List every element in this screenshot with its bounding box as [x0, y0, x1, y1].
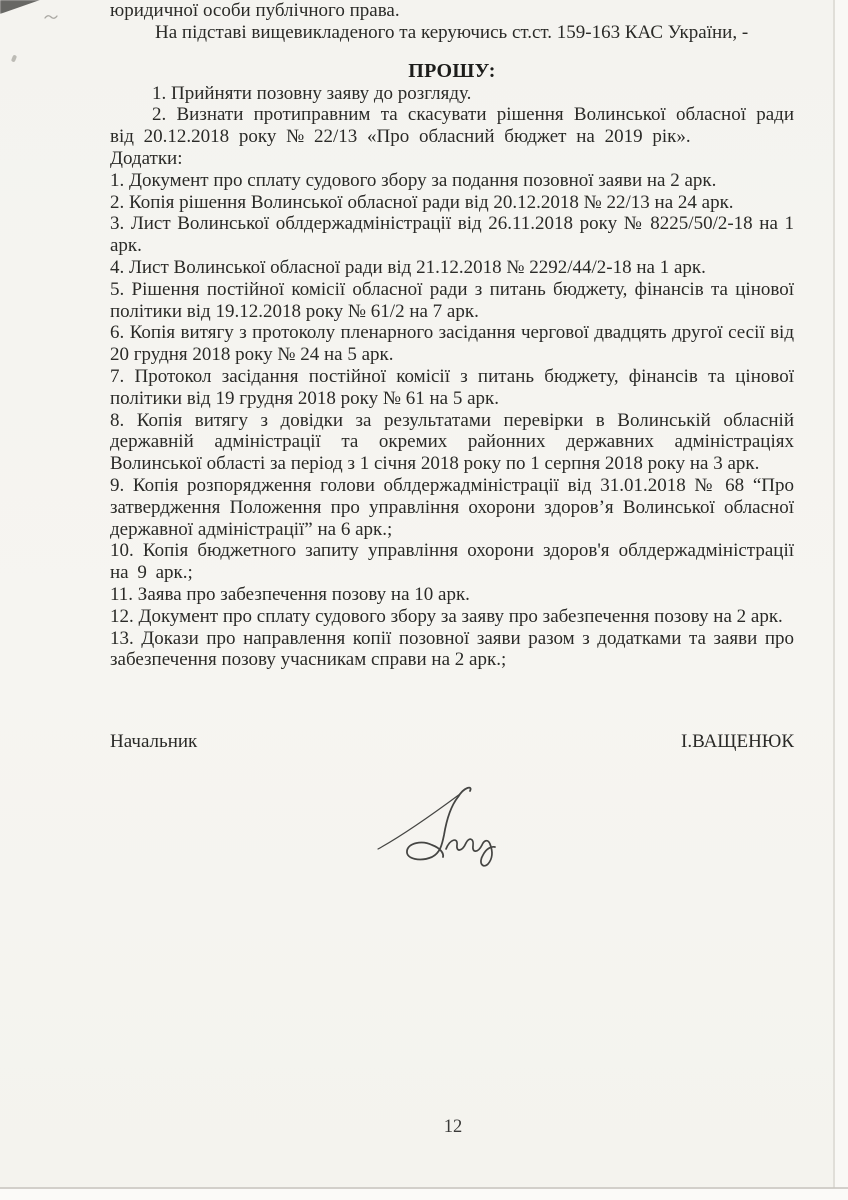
- document-body: [110, 0, 794, 753]
- pen-tick-mark: [44, 13, 58, 21]
- attachment-item-3: 3. Лист Волинської облдержадміністрації від 26.11.2018 року № 8225/50/2-18 на 1 арк.: [110, 213, 794, 257]
- attachment-item-6: 6. Копія витягу з протоколу пленарного засідання чергової двадцять другої сесії від 20 грудня 2018 року № 24 на 5 арк.: [110, 322, 794, 366]
- attachments-label: Додатки:: [110, 147, 183, 169]
- attachment-item-5: 5. Рішення постійної комісії обласної ради з питань бюджету, фінансів та цінової політики від 19.12.2018 року № 61/2 на 7 арк.: [110, 278, 794, 322]
- attachment-item-12: 12. Документ про сплату судового збору за заяву про забезпечення позову на 2 арк.: [110, 605, 783, 627]
- attachment-item-4: 4. Лист Волинської обласної ради від 21.12.2018 № 2292/44/2-18 на 1 арк.: [110, 256, 706, 278]
- scan-right-edge-line: [833, 0, 835, 1188]
- signer-name: І.ВАЩЕНЮК: [681, 731, 794, 753]
- request-item-1: 1. Прийняти позовну заяву до розгляду.: [152, 82, 472, 104]
- scan-bottom-edge: [0, 1189, 848, 1200]
- page-number: 12: [443, 1117, 463, 1137]
- signer-position: Начальник: [110, 731, 198, 753]
- legal-basis-paragraph: На підставі вищевикладеного та керуючись ст.ст. 159-163 КАС України, -: [155, 21, 749, 43]
- plea-heading: ПРОШУ:: [408, 59, 496, 82]
- attachment-item-7: 7. Протокол засідання постійної комісії з питань бюджету, фінансів та цінової політики від 19 грудня 2018 року № 61 на 5 арк.: [110, 365, 794, 409]
- request-item-2: 2. Визнати протиправним та скасувати рішення Волинської обласної ради від 20.12.2018 року № 22/13 «Про обласний бюджет на 2019 рік».: [110, 104, 794, 148]
- scan-smudge-mark: [11, 55, 17, 63]
- scan-right-edge: [835, 0, 848, 1188]
- attachment-item-2: 2. Копія рішення Волинської обласної ради від 20.12.2018 № 22/13 на 24 арк.: [110, 191, 734, 213]
- signature-row: [110, 731, 794, 753]
- scan-corner-artifact: [0, 0, 40, 14]
- attachment-item-11: 11. Заява про забезпечення позову на 10 арк.: [110, 583, 470, 605]
- attachment-item-9: 9. Копія розпорядження голови облдержадміністрації від 31.01.2018 № 68 “Про затвердження Положення про управління охорони здоров’я Волинської обласної державної адміністрації” на 6 арк.;: [110, 474, 794, 540]
- attachment-item-8: 8. Копія витягу з довідки за результатами перевірки в Волинській обласній державній адміністрації та окремих районних державних адміністраціях Волинської області за період з 1 січня 2018 року по 1 серпня 2018 року на 3 арк.: [110, 409, 794, 475]
- continuation-text: юридичної особи публічного права.: [110, 0, 400, 21]
- attachment-item-10: 10. Копія бюджетного запиту управління охорони здоров'я облдержадміністрації на 9 арк.;: [110, 540, 794, 584]
- handwritten-signature: [374, 783, 506, 875]
- attachment-item-13: 13. Докази про направлення копії позовної заяви разом з додатками та заяви про забезпечення позову учасникам справи на 2 арк.;: [110, 627, 794, 671]
- attachment-item-1: 1. Документ про сплату судового збору за подання позовної заяви на 2 арк.: [110, 169, 717, 191]
